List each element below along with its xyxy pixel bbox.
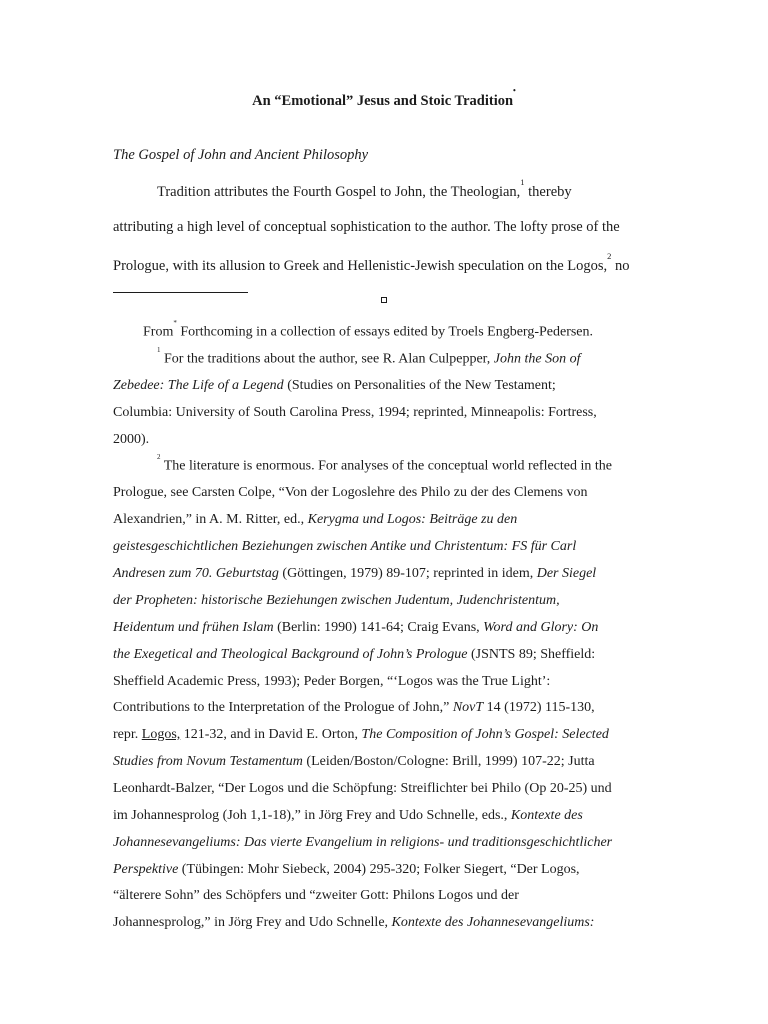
footnote-text: repr. [113,727,142,742]
body-text: Tradition attributes the Fourth Gospel to John, the Theologian, [157,183,521,200]
body-text: Prologue, with its allusion to Greek and Hellenistic-Jewish speculation on the Logos, [113,257,608,274]
footnote-star [143,319,594,341]
book-title: Heidentum und frühen Islam [113,620,274,635]
footnote-2-line-4: geistesgeschichtlichen Beziehungen zwischen Antike und Christentum: FS für Carl [113,539,577,554]
book-title: John the Son of [493,351,581,367]
footnote-1-line-1 [157,346,581,368]
footnote-2-line-16 [113,862,580,878]
footnote-text: (Berlin: 1990) 141-64; Craig Evans, [273,620,484,635]
book-title: Word and Glory: On [483,620,599,635]
footnote-2-line-7 [113,620,598,636]
book-title: Zebedee: The Life of a Legend [113,378,284,393]
footnote-text: The literature is enormous. For analyses of the conceptual world reflected in the [160,458,612,474]
footnote-2-line-12 [113,754,595,770]
footnote-2-line-6: der Propheten: historische Beziehungen zwischen Judentum, Judenchristentum, [113,593,560,608]
footnote-text: (Göttingen, 1979) 89-107; reprinted in idem, [278,566,537,581]
footnote-text: 14 (1972) 115-130, [483,700,595,715]
footnote-ref-2: 2 [607,251,612,261]
footnote-text: For the traditions about the author, see R. Alan Culpepper, [160,351,494,367]
footnote-text: (Tübingen: Mohr Siebeck, 2004) 295-320; Folker Siegert, “Der Logos, [178,862,580,877]
footnote-number: 1 [157,346,161,354]
footnote-text: Johannesprolog,” in Jörg Frey and Udo Schnelle, [113,915,392,930]
title-text: An “Emotional” Jesus and Stoic Tradition [252,92,514,109]
footnote-1-line-4: 2000). [113,432,150,447]
book-title: Der Siegel [536,566,597,581]
footnote-2-line-14 [113,808,583,824]
footnote-separator [113,292,248,293]
book-title: Perspektive [113,862,179,877]
journal-title: NovT [452,700,484,715]
footnote-2-line-17: “älterere Sohn” des Schöpfers und “zweiter Gott: Philons Logos und der [113,888,519,903]
square-marker-icon [381,297,387,303]
footnote-ref-1: 1 [520,177,525,187]
footnote-marker: * [173,319,177,327]
footnote-text: Forthcoming in a collection of essays edited by Troels Engberg-Pedersen. [176,324,594,340]
book-title: The Composition of John’s Gospel: Selected [361,727,609,742]
footnote-2-line-8 [113,647,595,663]
book-title: Andresen zum 70. Geburtstag [113,566,279,581]
footnote-text: From [143,324,174,340]
footnote-text: Alexandrien,” in A. M. Ritter, ed., [113,512,308,527]
footnote-text: (JSNTS 89; Sheffield: [467,647,596,662]
book-title: Kerygma und Logos: Beiträge zu den [307,512,518,527]
footnote-text: Contributions to the Interpretation of the Prologue of John,” [113,700,453,715]
body-line-2: attributing a high level of conceptual sophistication to the author. The lofty prose of the [113,219,620,235]
body-line-1 [157,177,572,201]
footnote-2-line-2: Prologue, see Carsten Colpe, “Von der Logoslehre des Philo zu der des Clemens von [113,485,588,500]
footnote-2-line-9: Sheffield Academic Press, 1993); Peder Borgen, “‘Logos was the True Light’: [113,674,551,689]
footnote-2-line-3 [113,512,517,528]
footnote-1-line-2 [113,378,556,394]
footnote-number: 2 [157,453,161,461]
book-title: the Exegetical and Theological Background of John’s Prologue [113,647,468,662]
footnote-2-line-15: Johannesevangeliums: Das vierte Evangelium in religions- und traditionsgeschichtlicher [113,835,613,850]
footnote-1-line-3: Columbia: University of South Carolina Press, 1994; reprinted, Minneapolis: Fortress, [113,405,597,420]
footnote-2-line-18 [113,915,594,931]
book-title: Studies from Novum Testamentum [113,754,303,769]
title-footnote-marker: • [513,86,516,95]
body-line-3 [113,251,630,275]
footnote-text: (Leiden/Boston/Cologne: Brill, 1999) 107-22; Jutta [302,754,595,769]
footnote-2-line-5 [113,566,596,582]
body-text: no [611,257,630,274]
page-title [0,86,768,110]
footnote-2-line-11 [113,727,609,743]
footnote-text: 121-32, and in David E. Orton, [180,727,362,742]
footnote-text: im Johannesprolog (Joh 1,1-18),” in Jörg Frey and Udo Schnelle, eds., [113,808,511,823]
footnote-2-line-1 [157,453,612,475]
underlined-reference: Logos, [141,727,181,742]
footnote-2-line-10 [113,700,595,716]
section-heading: The Gospel of John and Ancient Philosophy [113,147,369,163]
body-text: thereby [524,183,572,200]
book-title: Kontexte des Johannesevangeliums: [391,915,595,930]
footnote-2-line-13: Leonhardt-Balzer, “Der Logos und die Schöpfung: Streiflichter bei Philo (Op 20-25) und [113,781,612,796]
footnote-text: (Studies on Personalities of the New Testament; [283,378,556,393]
book-title: Kontexte des [510,808,583,823]
